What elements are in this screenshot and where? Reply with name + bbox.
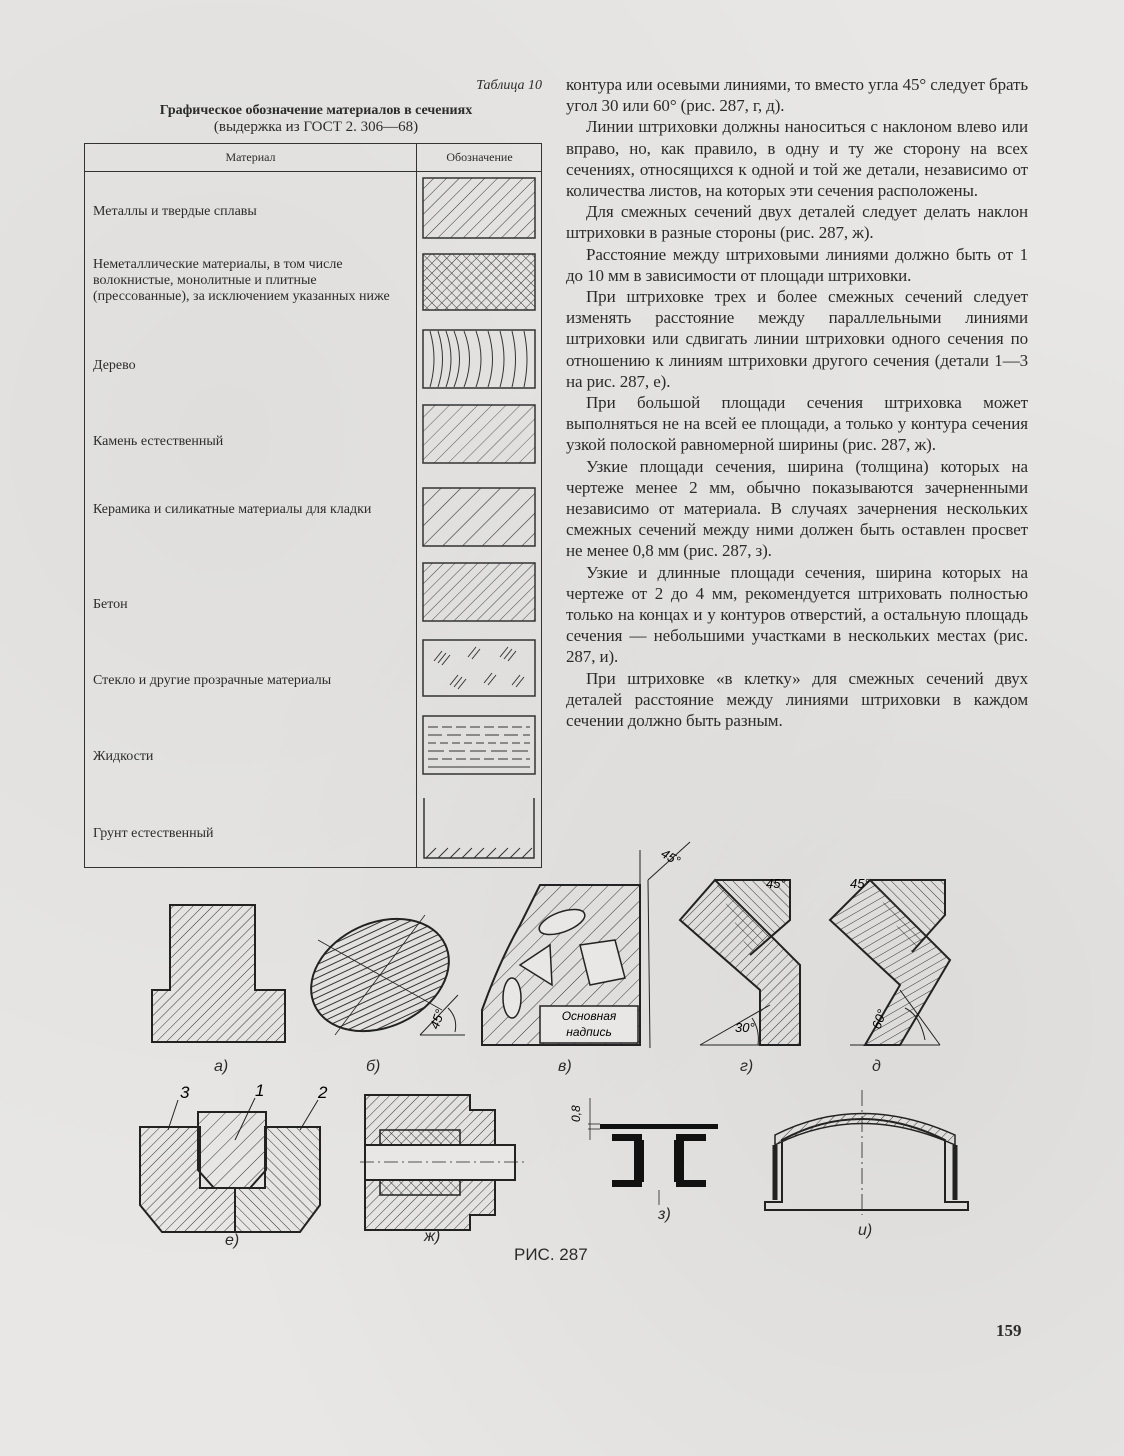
- row-label-concrete: Бетон: [93, 597, 128, 612]
- fig-d-angle-45: 45°: [850, 876, 870, 891]
- fig-d-angle-60: 60°: [868, 1007, 890, 1032]
- row-label-stone: Камень естественный: [93, 434, 224, 449]
- table-title: Графическое обозначение материалов в сечениях: [159, 103, 473, 118]
- fig-e-parts: [140, 1098, 320, 1232]
- fig-label-v: в): [558, 1058, 572, 1075]
- fig-label-e: е): [225, 1232, 240, 1249]
- stamp-line-2: надпись: [566, 1025, 612, 1039]
- row-label-ceramics: Керамика и силикатные материалы для кладки: [93, 502, 372, 517]
- fig-label-z: з): [658, 1206, 671, 1223]
- fig-z-ibeam: [588, 1098, 718, 1205]
- paragraph-hatch-spacing: Расстояние между штриховыми линиями должно быть от 1 до 10 мм в зависимости от площади штриховки.: [566, 244, 1028, 285]
- paragraph-long-areas: Узкие и длинные площади сечения, ширина которых на чертеже от 2 до 4 мм, рекомендуется штриховать полностью только на концах и у контуров отверстий, а остальную площадь сечения — небольшими участками в нескольких местах (рис. 287, и).: [566, 562, 1028, 667]
- part-number-2: 2: [318, 1083, 328, 1102]
- row-label-liquids: Жидкости: [93, 749, 154, 764]
- paragraph-continuation: контура или осевыми линиями, то вместо угла 45° следует брать угол 30 или 60° (рис. 287, г, д).: [566, 75, 1028, 116]
- fig-g-angle-30: 30°: [735, 1020, 755, 1035]
- column-header-material: Материал: [225, 150, 276, 164]
- fig-d-vshape: [830, 880, 950, 1045]
- page-number: 159: [996, 1321, 1022, 1340]
- paragraph-grid-hatch: При штриховке «в клетку» для смежных сечений двух деталей расстояние между линиями штриховки в каждом сечении должно быть разным.: [566, 668, 1028, 731]
- paragraph-large-area: При большой площади сечения штриховка может выполняться не на всей ее площади, а только у контура сечения узкой полоской равномерной ширины (рис. 287, ж).: [566, 393, 1028, 455]
- stamp-line-1: Основная: [561, 1009, 617, 1023]
- fig-label-g: г): [740, 1058, 754, 1075]
- part-number-3: 3: [180, 1083, 190, 1102]
- paragraph-hatch-direction: Линии штриховки должны наноситься с наклоном влево или вправо, но, как правило, в одну и ту же сторону на всех сечениях, относящихся к одной и той же детали, независимо от количества листов, на которых эти сечения расположены.: [566, 117, 1028, 201]
- column-header-symbol: Обозначение: [446, 150, 513, 164]
- figure-caption: РИС. 287: [514, 1245, 588, 1264]
- paragraph-adjacent-sections: Для смежных сечений двух деталей следует делать наклон штриховки в разные стороны (рис. 287, ж).: [566, 202, 1028, 243]
- fig-v-angle: 45°: [658, 845, 684, 869]
- fig-label-b: б): [366, 1058, 381, 1075]
- fig-label-zh: ж): [424, 1228, 441, 1245]
- fig-label-d: д: [872, 1058, 881, 1075]
- dim-0-8: 0,8: [569, 1105, 583, 1122]
- fig-label-i: и): [858, 1222, 873, 1239]
- fig-label-a: а): [214, 1058, 229, 1075]
- fig-i-cover: [765, 1090, 968, 1215]
- fig-b-angle: 45°: [426, 1007, 448, 1032]
- table-subtitle: (выдержка из ГОСТ 2. 306—68): [213, 119, 419, 135]
- row-label-metals: Металлы и твердые сплавы: [93, 204, 257, 219]
- paragraph-narrow-areas: Узкие площади сечения, ширина (толщина) которых на чертеже менее 2 мм, обычно показываются зачерненными независимо от материала. В случаях зачернения нескольких смежных сечений между ними должен быть оставлен просвет не менее 0,8 мм (рис. 287, з).: [566, 456, 1028, 561]
- row-label-glass: Стекло и другие прозрачные материалы: [93, 673, 332, 688]
- part-number-1: 1: [255, 1081, 265, 1100]
- fig-g-angle-45: 45°: [766, 876, 786, 891]
- row-label-wood: Дерево: [93, 358, 136, 373]
- table-number: Таблица 10: [476, 78, 542, 93]
- fig-zh-assembly: [360, 1095, 525, 1230]
- paragraph-three-sections: При штриховке трех и более смежных сечений следует изменять расстояние между параллельными линиями штриховки или сдвигать линии штриховки одного сечения по отношению к линиям штриховки другого сечения (детали 1—3 на рис. 287, е).: [566, 287, 1028, 391]
- row-label-nonmetallic: Неметаллические материалы, в том числе волокнистые, монолитные и плитные (прессованные), за исключением указанных ниже: [93, 257, 390, 304]
- row-label-soil: Грунт естественный: [93, 826, 214, 841]
- fig-a-block: [152, 905, 285, 1042]
